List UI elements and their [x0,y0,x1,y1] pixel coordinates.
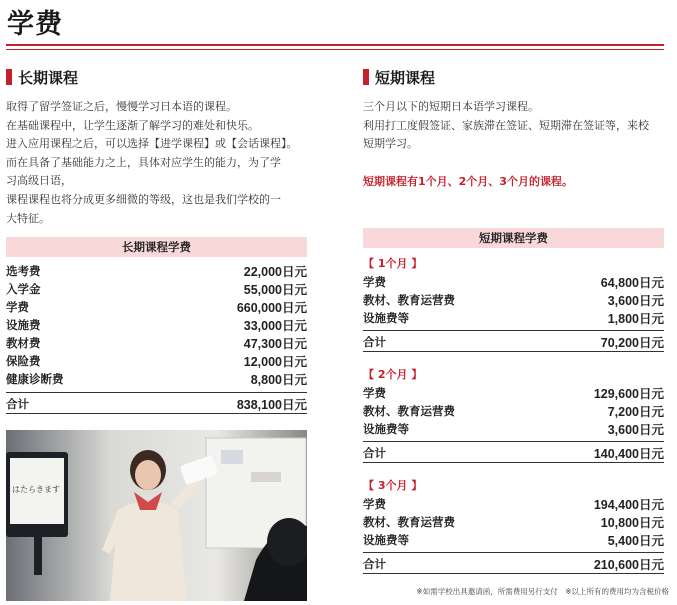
total-row [363,333,664,351]
intro-line: 大特征。 [6,211,50,225]
fee-row [6,280,307,298]
total-row [363,444,664,462]
long-term-fee-table [6,262,307,414]
intro-line: 进入应用课程之后，可以选择【进学课程】或【会话课程】。 [6,137,298,151]
fee-label: 学费 [363,274,386,289]
fee-row [363,384,664,402]
fee-row [6,370,307,388]
fee-value: 7,200日元 [607,404,664,419]
long-term-section [6,66,307,414]
total-label: 合计 [363,334,386,349]
total-label: 合计 [363,445,386,460]
total-value: 70,200日元 [600,335,664,350]
fee-row [363,531,664,549]
intro-line: 课程课程也将分成更多细微的等级，这也是我们学校的一 [6,192,281,206]
total-divider [363,552,664,553]
fee-label: 保险费 [6,354,41,369]
board-text: はたらきます [12,485,60,494]
fee-row [6,316,307,334]
fee-row [363,420,664,438]
title-rule [6,44,664,46]
fee-row [363,273,664,291]
total-underline [363,573,664,574]
fee-label: 设施费等 [363,421,409,436]
intro-line: 三个月以下的短期日本语学习课程。 [363,100,539,113]
total-row [363,555,664,573]
fee-value: 55,000日元 [243,283,307,298]
group-heading: 【 2个月 】 [363,367,423,381]
intro-line: 而在具备了基础能力之上，具体对应学生的能力，为了学 [6,155,281,169]
fee-value: 3,600日元 [607,422,664,437]
heading-marker [6,69,12,85]
intro-line: 取得了留学签证之后，慢慢学习日本语的课程。 [6,100,237,113]
total-label: 合计 [363,556,386,571]
short-term-group-1 [363,255,664,352]
fee-value: 5,400日元 [607,533,664,548]
fee-label: 教材、教育运营费 [363,292,455,307]
page-title: 学费 [7,9,63,40]
fee-value: 129,600日元 [593,386,664,401]
fee-value: 47,300日元 [243,337,307,352]
total-value: 140,400日元 [593,446,664,461]
fee-label: 健康诊断费 [6,372,64,387]
fee-row [363,513,664,531]
fee-label: 选考费 [6,264,41,279]
fee-row [6,262,307,280]
short-term-title: 短期课程 [375,68,436,87]
total-divider [6,392,307,393]
short-term-group-2 [363,366,664,463]
long-term-fee-band: 长期课程学费 [6,237,307,257]
fee-value: 12,000日元 [243,355,307,370]
total-row [6,395,307,413]
total-underline [6,413,307,414]
fee-value: 33,000日元 [243,319,307,334]
fee-value: 1,800日元 [607,311,664,326]
fee-label: 学费 [6,300,29,315]
total-value: 210,600日元 [593,557,664,572]
fee-label: 入学金 [6,282,41,297]
short-term-heading [363,66,664,88]
fee-row [6,352,307,370]
fee-value: 660,000日元 [236,301,307,316]
total-underline [363,351,664,352]
short-term-group-3 [363,477,664,574]
long-term-title: 长期课程 [18,68,79,87]
fee-row [363,495,664,513]
fee-row [6,298,307,316]
total-value: 838,100日元 [236,398,307,413]
fee-value: 3,600日元 [607,293,664,308]
long-term-heading [6,66,307,88]
total-label: 合计 [6,397,29,412]
fee-label: 学费 [363,496,386,511]
footnote: ※如需学校出具邀请函，所需费用另行支付 ※以上所有的费用均为含税价格 [416,587,669,596]
short-term-highlight: 短期课程有1个月、2个月、3个月的课程。 [363,174,573,188]
fee-label: 设施费等 [363,532,409,547]
total-divider [363,441,664,442]
fee-row [6,334,307,352]
title-rule-thin [6,49,664,50]
fee-row [363,291,664,309]
fee-label: 教材、教育运营费 [363,514,455,529]
long-term-intro [6,98,307,228]
short-term-section [363,66,664,574]
fee-value: 22,000日元 [243,265,307,280]
fee-label: 设施费等 [363,310,409,325]
short-term-fee-band: 短期课程学费 [363,228,664,248]
fee-row [363,402,664,420]
fee-label: 教材、教育运营费 [363,403,455,418]
short-term-intro [363,98,664,154]
fee-label: 教材费 [6,336,41,351]
classroom-photo-illustration [6,430,307,601]
fee-label: 设施费 [6,318,41,333]
intro-line: 习高级日语， [6,174,72,188]
fee-value: 10,800日元 [600,515,664,530]
heading-marker [363,69,369,85]
fee-value: 8,800日元 [250,373,307,388]
group-heading: 【 3个月 】 [363,478,423,492]
intro-line: 在基础课程中，让学生逐渐了解学习的难处和快乐。 [6,118,259,132]
intro-line: 利用打工度假签证、家族滞在签证、短期滞在签证等，来校 [363,118,649,132]
fee-row [363,309,664,327]
group-heading: 【 1个月 】 [363,256,423,270]
total-divider [363,330,664,331]
intro-line: 短期学习。 [363,137,418,151]
fee-value: 64,800日元 [600,275,664,290]
total-underline [363,462,664,463]
fee-label: 学费 [363,385,386,400]
fee-value: 194,400日元 [593,497,664,512]
classroom-photo [6,430,307,601]
